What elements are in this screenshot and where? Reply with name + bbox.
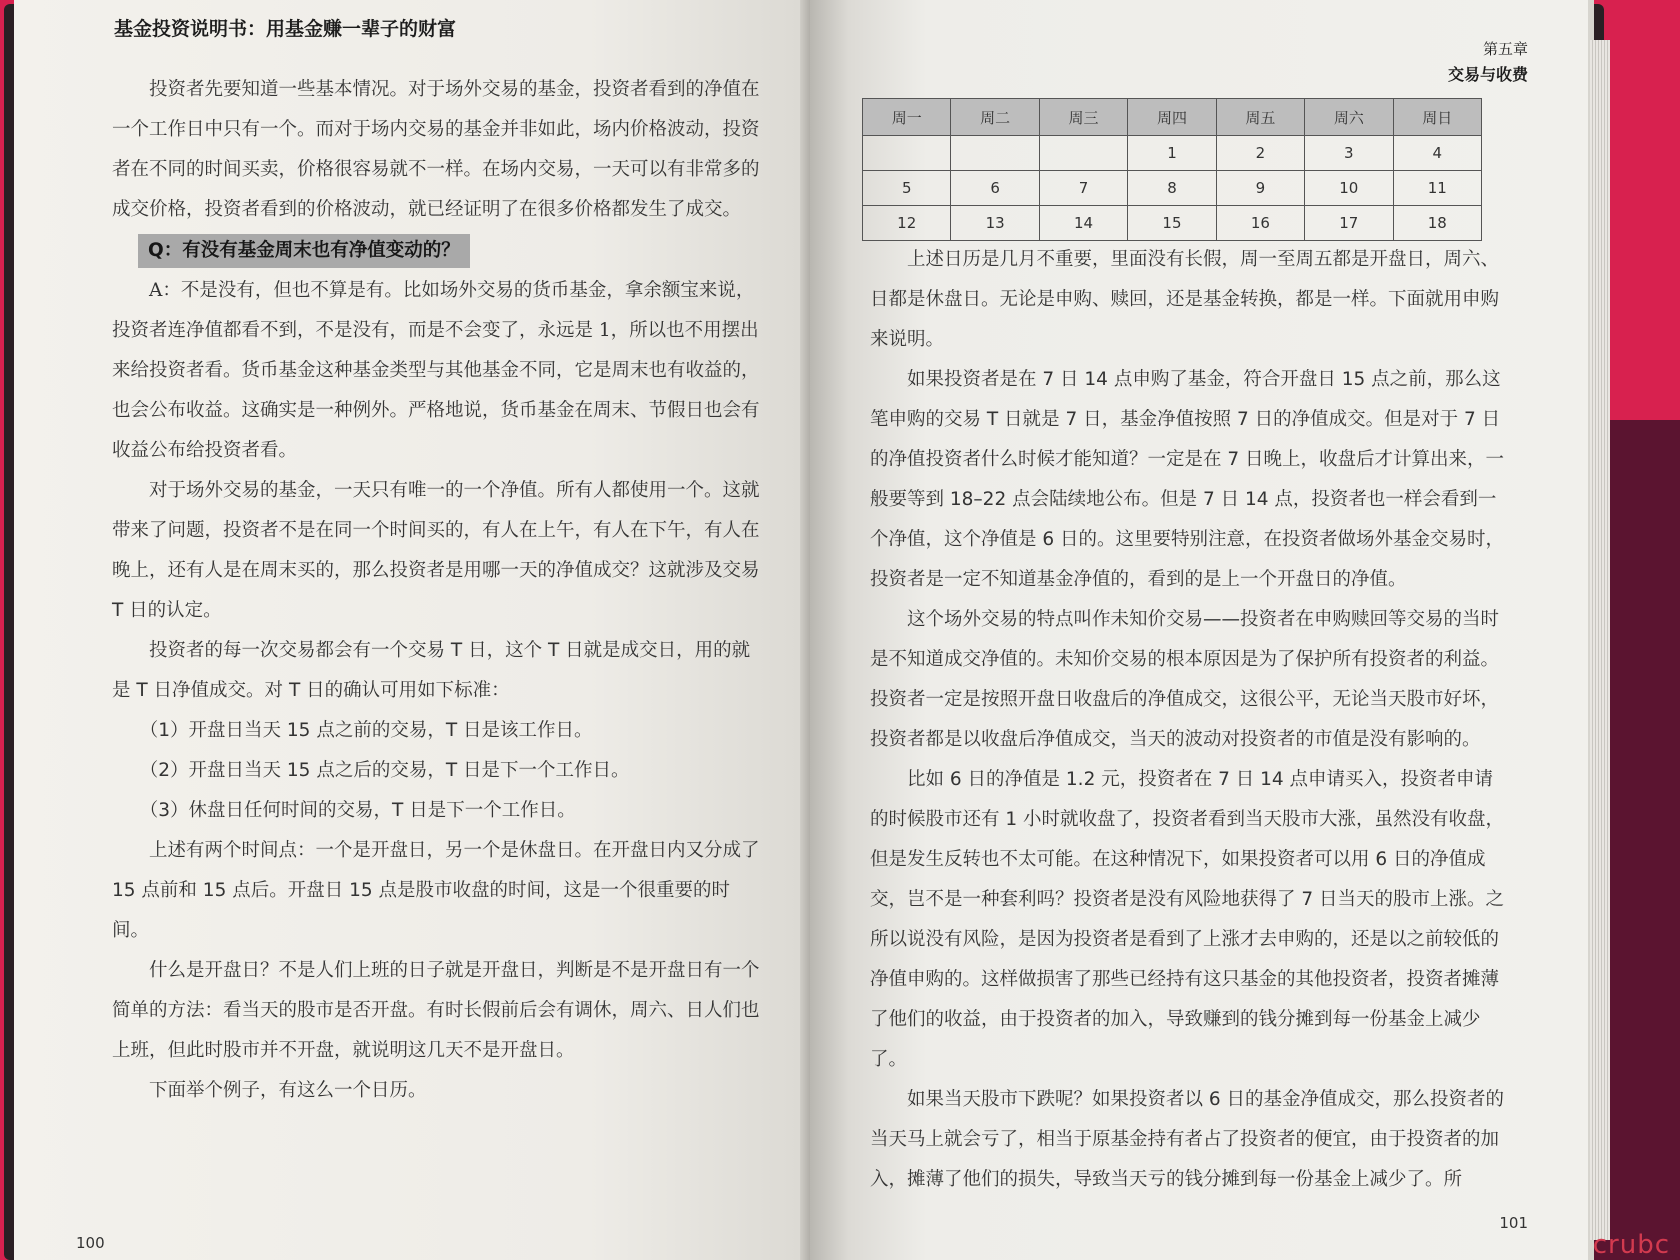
page-number-left: 100 xyxy=(76,1234,105,1252)
list-item: （2）开盘日当天 15 点之后的交易，T 日是下一个工作日。 xyxy=(139,760,630,781)
calendar-cell: 4 xyxy=(1393,136,1481,171)
list-item: （3）休盘日任何时间的交易，T 日是下一个工作日。 xyxy=(139,800,576,821)
running-head: 基金投资说明书：用基金赚一辈子的财富 xyxy=(114,18,457,40)
paragraph: 这个场外交易的特点叫作未知价交易——投资者在申购赎回等交易的当时是不知道成交净值的。未知价交易的根本原因是为了保护所有投资者的利益。投资者一定是按照开盘日收盘后的净值成交，这很公平，无论当天股市好坏，投资者都是以收盘后净值成交，当天的波动对投资者的市值是没有影响的。 xyxy=(870,609,1500,750)
calendar-table xyxy=(862,98,1482,241)
watermark: crubc xyxy=(1592,1230,1670,1260)
calendar-cell: 9 xyxy=(1216,171,1304,206)
paragraph: 上述日历是几月不重要，里面没有长假，周一至周五都是开盘日，周六、日都是休盘日。无论是申购、赎回，还是基金转换，都是一样。下面就用申购来说明。 xyxy=(870,249,1500,350)
calendar-cell xyxy=(951,136,1039,171)
calendar-cell: 15 xyxy=(1128,206,1216,241)
calendar-cell: 7 xyxy=(1039,171,1127,206)
calendar xyxy=(862,98,1482,241)
calendar-cell xyxy=(863,136,951,171)
chapter-number: 第五章 xyxy=(1482,40,1528,58)
page-number-right: 101 xyxy=(1499,1214,1528,1232)
paragraph: 上述有两个时间点：一个是开盘日，另一个是休盘日。在开盘日内又分成了 15 点前和 15 点后。开盘日 15 点是股市收盘的时间，这是一个很重要的时间。 xyxy=(112,840,760,941)
paragraph: 下面举个例子，有这么一个日历。 xyxy=(149,1080,427,1101)
calendar-cell: 1 xyxy=(1128,136,1216,171)
calendar-header-row xyxy=(863,99,1482,136)
calendar-cell: 3 xyxy=(1305,136,1393,171)
calendar-cell: 8 xyxy=(1128,171,1216,206)
weekday-header: 周三 xyxy=(1039,99,1127,136)
answer-paragraph: A：不是没有，但也不算是有。比如场外交易的货币基金，拿余额宝来说，投资者连净值都看不到，不是没有，而是不会变了，永远是 1，所以也不用摆出来给投资者看。货币基金这种基金类型与其他基金不同，它是周末也有收益的，也会公布收益。这确实是一种例外。严格地说，货币基金在周末、节假日也会有收益公布给投资者看。 xyxy=(112,280,760,461)
paragraph: 对于场外交易的基金，一天只有唯一的一个净值。所有人都使用一个。这就带来了问题，投资者不是在同一个时间买的，有人在上午，有人在下午，有人在晚上，还有人是在周末买的，那么投资者是用哪一天的净值成交？这就涉及交易 T 日的认定。 xyxy=(112,480,760,621)
list-item: （1）开盘日当天 15 点之前的交易，T 日是该工作日。 xyxy=(139,720,593,741)
right-text xyxy=(870,240,1510,1200)
weekday-header: 周一 xyxy=(863,99,951,136)
calendar-row xyxy=(863,206,1482,241)
paragraph: 什么是开盘日？不是人们上班的日子就是开盘日，判断是不是开盘日有一个简单的方法：看当天的股市是否开盘。有时长假前后会有调休，周六、日人们也上班，但此时股市并不开盘，就说明这几天不是开盘日。 xyxy=(112,960,760,1061)
calendar-cell: 14 xyxy=(1039,206,1127,241)
left-page xyxy=(14,0,834,1260)
weekday-header: 周四 xyxy=(1128,99,1216,136)
weekday-header: 周五 xyxy=(1216,99,1304,136)
calendar-cell: 6 xyxy=(951,171,1039,206)
paragraph: 投资者先要知道一些基本情况。对于场外交易的基金，投资者看到的净值在一个工作日中只有一个。而对于场内交易的基金并非如此，场内价格波动，投资者在不同的时间买卖，价格很容易就不一样。在场内交易，一天可以有非常多的成交价格，投资者看到的价格波动，就已经证明了在很多价格都发生了成交。 xyxy=(112,79,760,220)
calendar-cell: 2 xyxy=(1216,136,1304,171)
calendar-cell xyxy=(1039,136,1127,171)
weekday-header: 周六 xyxy=(1305,99,1393,136)
question-heading: Q：有没有基金周末也有净值变动的？ xyxy=(138,234,470,268)
right-page xyxy=(810,0,1594,1260)
weekday-header: 周日 xyxy=(1393,99,1481,136)
weekday-header: 周二 xyxy=(951,99,1039,136)
paragraph: 如果投资者是在 7 日 14 点申购了基金，符合开盘日 15 点之前，那么这笔申购的交易 T 日就是 7 日，基金净值按照 7 日的净值成交。但是对于 7 日的净值投资者什么时候才能知道？一定是在 7 日晚上，收盘后才计算出来，一般要等到 18–22 点会陆续地公布。但是 7 日 14 点，投资者也一样会看到一个净值，这个净值是 6 日的。这里要特别注意，在投资者做场外基金交易时，投资者是一定不知道基金净值的，看到的是上一个开盘日的净值。 xyxy=(870,369,1505,590)
paragraph: 比如 6 日的净值是 1.2 元，投资者在 7 日 14 点申请买入，投资者申请的时候股市还有 1 小时就收盘了，投资者看到当天股市大涨，虽然没有收盘，但是发生反转也不太可能。在这种情况下，如果投资者可以用 6 日的净值成交，岂不是一种套利吗？投资者是没有风险地获得了 7 日当天的股市上涨。之所以说没有风险，是因为投资者是看到了上涨才去申购的，还是以之前较低的净值申购的。这样做损害了那些已经持有这只基金的其他投资者，投资者摊薄了他们的收益，由于投资者的加入，导致赚到的钱分摊到每一份基金上减少了。 xyxy=(870,769,1505,1070)
paragraph: 如果当天股市下跌呢？如果投资者以 6 日的基金净值成交，那么投资者的当天马上就会亏了，相当于原基金持有者占了投资者的便宜，由于投资者的加入，摊薄了他们的损失，导致当天亏的钱分摊到每一份基金上减少了。所 xyxy=(870,1089,1505,1190)
calendar-cell: 17 xyxy=(1305,206,1393,241)
paragraph: 投资者的每一次交易都会有一个交易 T 日，这个 T 日就是成交日，用的就是 T 日净值成交。对 T 日的确认可用如下标准： xyxy=(112,640,751,701)
page-edges xyxy=(1590,40,1610,1240)
calendar-cell: 10 xyxy=(1305,171,1393,206)
calendar-cell: 12 xyxy=(863,206,951,241)
calendar-row xyxy=(863,136,1482,171)
left-text xyxy=(112,70,762,1111)
calendar-cell: 16 xyxy=(1216,206,1304,241)
calendar-cell: 11 xyxy=(1393,171,1481,206)
calendar-row xyxy=(863,171,1482,206)
chapter-title: 交易与收费 xyxy=(1447,65,1528,84)
calendar-cell: 18 xyxy=(1393,206,1481,241)
calendar-cell: 13 xyxy=(951,206,1039,241)
calendar-cell: 5 xyxy=(863,171,951,206)
